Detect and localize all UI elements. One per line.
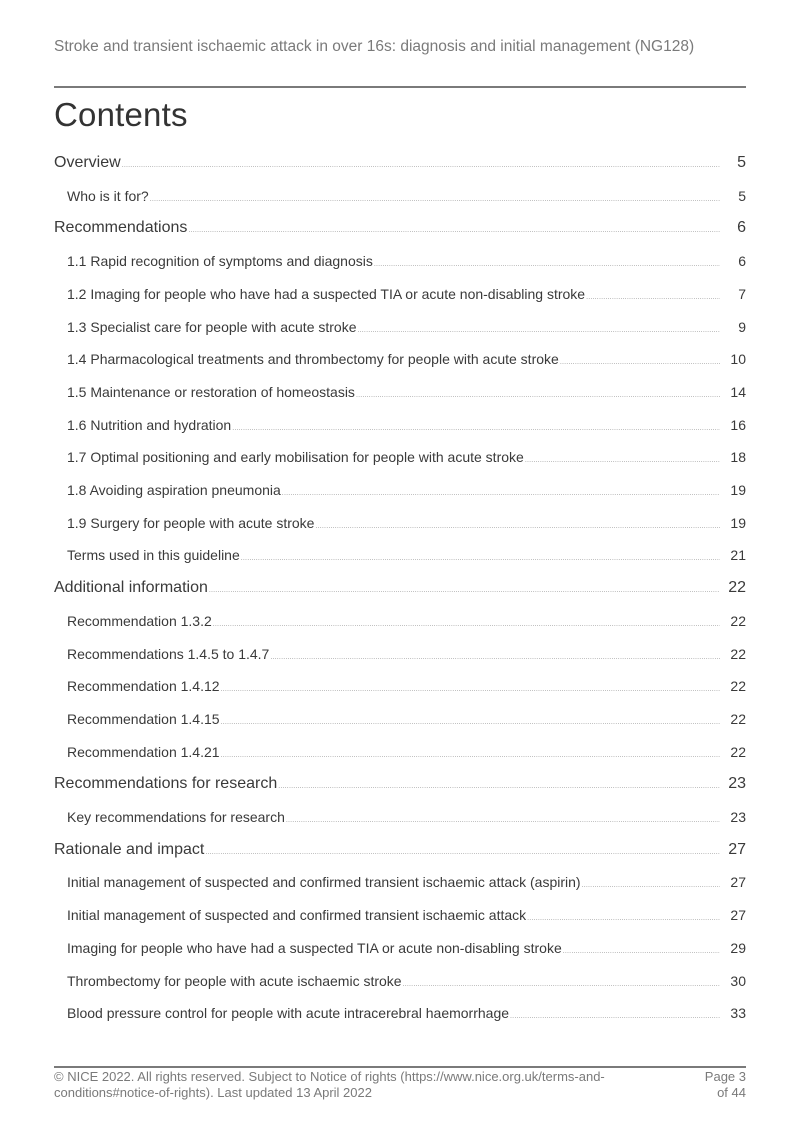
toc-page-number: 30 [730, 973, 746, 989]
toc-entry-label: Thrombectomy for people with acute ischaemic stroke [67, 973, 402, 989]
toc-dot-leader [315, 516, 720, 538]
toc-page-number: 33 [730, 1005, 746, 1021]
toc-subsection-link[interactable] [67, 806, 746, 828]
footer-copyright-line-1: © NICE 2022. All rights reserved. Subject to Notice of rights (https://www.nice.org.uk/terms-and- [54, 1069, 605, 1084]
toc-dot-leader [122, 155, 720, 177]
toc-subsection-link[interactable] [67, 414, 746, 436]
toc-subsection-link[interactable] [67, 512, 746, 534]
toc-page-number: 22 [730, 646, 746, 662]
toc-subsection-link[interactable] [67, 250, 746, 272]
toc-dot-leader [356, 385, 720, 407]
toc-dot-leader [278, 776, 720, 798]
toc-dot-leader [150, 189, 720, 211]
toc-entry-label: Initial management of suspected and confirmed transient ischaemic attack (aspirin) [67, 874, 581, 890]
toc-entry-label: Recommendation 1.4.15 [67, 711, 220, 727]
toc-dot-leader [560, 352, 720, 374]
toc-section-link[interactable] [54, 773, 746, 795]
toc-page-number: 5 [738, 188, 746, 204]
toc-entry-label: 1.1 Rapid recognition of symptoms and diagnosis [67, 253, 373, 269]
toc-dot-leader [221, 679, 720, 701]
toc-entry-label: Recommendation 1.4.21 [67, 744, 220, 760]
toc-page-number: 22 [730, 678, 746, 694]
toc-entry-label: Blood pressure control for people with acute intracerebral haemorrhage [67, 1005, 510, 1021]
toc-dot-leader [563, 941, 720, 963]
toc-page-number: 21 [730, 547, 746, 563]
toc-dot-leader [582, 875, 720, 897]
toc-subsection-link[interactable] [67, 741, 746, 763]
toc-page-number: 7 [738, 286, 746, 302]
header-divider [54, 86, 746, 88]
toc-entry-label: Terms used in this guideline [67, 547, 240, 563]
toc-dot-leader [232, 418, 720, 440]
toc-subsection-link[interactable] [67, 446, 746, 468]
toc-section-link[interactable] [54, 839, 746, 861]
toc-entry-label: 1.5 Maintenance or restoration of homeostasis [67, 384, 355, 400]
toc-page-number: 22 [730, 744, 746, 760]
toc-section-link[interactable] [54, 152, 746, 174]
toc-dot-leader [213, 614, 720, 636]
toc-page-number: 14 [730, 384, 746, 400]
toc-subsection-link[interactable] [67, 708, 746, 730]
toc-entry-label: 1.4 Pharmacological treatments and thrombectomy for people with acute stroke [67, 351, 559, 367]
toc-dot-leader [586, 287, 720, 309]
toc-entry-label: 1.6 Nutrition and hydration [67, 417, 232, 433]
toc-subsection-link[interactable] [67, 871, 746, 893]
toc-entry-label: Recommendations 1.4.5 to 1.4.7 [67, 646, 270, 662]
toc-entry-label: 1.3 Specialist care for people with acute stroke [67, 319, 357, 335]
toc-entry-label: Who is it for? [67, 188, 149, 204]
toc-page-number: 27 [730, 907, 746, 923]
toc-dot-leader [209, 580, 720, 602]
toc-subsection-link[interactable] [67, 479, 746, 501]
toc-dot-leader [270, 647, 720, 669]
toc-page-number: 6 [737, 219, 746, 236]
footer-copyright [54, 1069, 614, 1101]
toc-page-number: 23 [730, 809, 746, 825]
toc-dot-leader [221, 712, 720, 734]
contents-heading: Contents [54, 96, 188, 133]
toc-dot-leader [221, 745, 720, 767]
toc-dot-leader [525, 450, 720, 472]
toc-page-number: 22 [728, 579, 746, 596]
toc-page-number: 27 [728, 841, 746, 858]
toc-subsection-link[interactable] [67, 904, 746, 926]
toc-page-number: 5 [737, 154, 746, 171]
toc-page-number: 19 [730, 482, 746, 498]
toc-entry-label: Initial management of suspected and confirmed transient ischaemic attack [67, 907, 527, 923]
toc-page-number: 10 [730, 351, 746, 367]
toc-entry-label: Recommendation 1.3.2 [67, 613, 212, 629]
toc-subsection-link[interactable] [67, 937, 746, 959]
footer-page-number [686, 1069, 746, 1101]
toc-page-number: 27 [730, 874, 746, 890]
toc-page-number: 29 [730, 940, 746, 956]
toc-entry-label: Overview [54, 154, 121, 171]
toc-entry-label: 1.9 Surgery for people with acute stroke [67, 515, 315, 531]
toc-page-number: 6 [738, 253, 746, 269]
toc-entry-label: Recommendations for research [54, 775, 278, 792]
toc-dot-leader [358, 320, 721, 342]
toc-dot-leader [286, 810, 720, 832]
footer-page-line-1: Page 3 [704, 1069, 746, 1084]
toc-page-number: 19 [730, 515, 746, 531]
toc-entry-label: Key recommendations for research [67, 809, 285, 825]
toc-subsection-link[interactable] [67, 381, 746, 403]
toc-entry-label: Additional information [54, 579, 208, 596]
toc-section-link[interactable] [54, 217, 746, 239]
toc-page-number: 23 [728, 775, 746, 792]
toc-subsection-link[interactable] [67, 970, 746, 992]
toc-subsection-link[interactable] [67, 610, 746, 632]
toc-dot-leader [188, 220, 720, 242]
footer-copyright-line-2: conditions#notice-of-rights). Last updated 13 April 2022 [54, 1085, 372, 1100]
toc-entry-label: Recommendation 1.4.12 [67, 678, 220, 694]
document-header-title: Stroke and transient ischaemic attack in over 16s: diagnosis and initial management (NG128) [54, 38, 695, 55]
toc-dot-leader [205, 842, 720, 864]
toc-entry-label: 1.8 Avoiding aspiration pneumonia [67, 482, 281, 498]
toc-subsection-link[interactable] [67, 544, 746, 566]
toc-subsection-link[interactable] [67, 1002, 746, 1024]
toc-page-number: 9 [738, 319, 746, 335]
toc-entry-label: Imaging for people who have had a suspected TIA or acute non-disabling stroke [67, 940, 562, 956]
toc-entry-label: Rationale and impact [54, 841, 205, 858]
toc-subsection-link[interactable] [67, 348, 746, 370]
toc-subsection-link[interactable] [67, 316, 746, 338]
toc-subsection-link[interactable] [67, 643, 746, 665]
toc-page-number: 18 [730, 449, 746, 465]
footer-divider [54, 1066, 746, 1068]
toc-page-number: 16 [730, 417, 746, 433]
toc-dot-leader [282, 483, 720, 505]
toc-section-link[interactable] [54, 577, 746, 599]
toc-dot-leader [510, 1006, 720, 1028]
footer-page-line-2: of 44 [717, 1085, 746, 1100]
toc-dot-leader [527, 908, 720, 930]
toc-subsection-link[interactable] [67, 283, 746, 305]
toc-page-number: 22 [730, 613, 746, 629]
toc-entry-label: 1.2 Imaging for people who have had a suspected TIA or acute non-disabling stroke [67, 286, 586, 302]
toc-dot-leader [241, 548, 720, 570]
toc-page-number: 22 [730, 711, 746, 727]
toc-subsection-link[interactable] [67, 675, 746, 697]
toc-entry-label: 1.7 Optimal positioning and early mobilisation for people with acute stroke [67, 449, 524, 465]
toc-dot-leader [374, 254, 720, 276]
toc-entry-label: Recommendations [54, 219, 188, 236]
toc-dot-leader [403, 974, 720, 996]
toc-subsection-link[interactable] [67, 185, 746, 207]
